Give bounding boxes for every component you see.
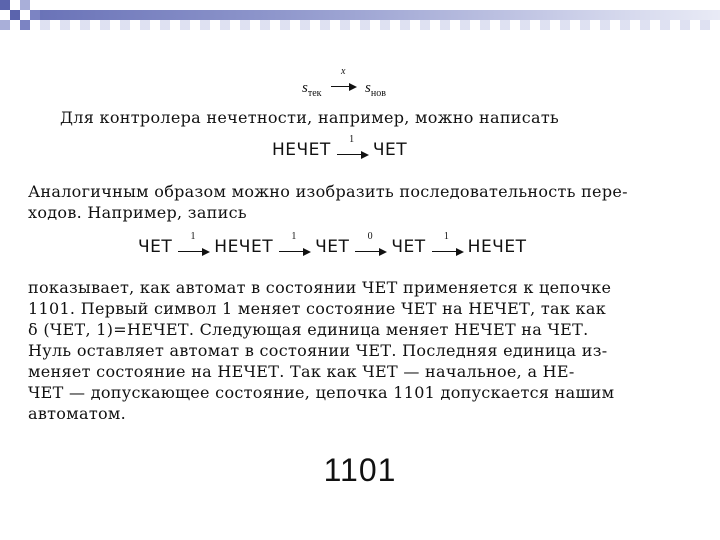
formula-from-sub: тек xyxy=(307,88,322,99)
deco-square xyxy=(0,0,10,10)
deco-square xyxy=(10,10,20,20)
state: ЧЕТ xyxy=(372,140,408,160)
arrow-label: 1 xyxy=(190,231,197,242)
arrow-label: 0 xyxy=(367,231,374,242)
arrow-label: 1 xyxy=(291,231,297,242)
arrow-label: x xyxy=(341,66,346,77)
arrow xyxy=(329,66,357,92)
header-decoration xyxy=(0,0,720,40)
formula-from: s xyxy=(302,80,308,96)
state: ЧЕТ xyxy=(138,237,173,257)
state: ЧЕТ xyxy=(315,237,350,257)
formula-to: s xyxy=(365,80,371,96)
paragraph-line: Нуль оставляет автомат в состоянии ЧЕТ. Последняя единица из- xyxy=(28,341,608,360)
paragraph-line: меняет состояние на НЕЧЕТ. Так как ЧЕТ — начальное, а НЕ- xyxy=(28,362,575,381)
paragraph-line: ходов. Например, запись xyxy=(28,203,247,222)
transition-formula xyxy=(302,66,386,99)
deco-band xyxy=(40,20,720,30)
example-transition xyxy=(272,134,408,160)
deco-square xyxy=(0,20,10,30)
state: НЕЧЕТ xyxy=(214,237,274,257)
arrow-label: 1 xyxy=(349,134,355,145)
paragraph-line: 1101. Первый символ 1 меняет состояние ЧЕТ на НЕЧЕТ, так как xyxy=(28,299,606,318)
state: НЕЧЕТ xyxy=(272,140,331,160)
paragraph-line: показывает, как автомат в состоянии ЧЕТ применяется к цепочке xyxy=(28,278,612,297)
state: ЧЕТ xyxy=(391,237,426,257)
intro-text: Для контролера нечетности, например, можно написать xyxy=(60,108,560,127)
slide-caption: 1101 xyxy=(323,452,397,488)
paragraph-line: Аналогичным образом можно изобразить последовательность пере- xyxy=(28,182,628,201)
state: НЕЧЕТ xyxy=(467,237,527,257)
paragraph-line: ЧЕТ — допускающее состояние, цепочка 1101 допускается нашим xyxy=(28,383,615,402)
arrow xyxy=(353,231,387,257)
deco-square xyxy=(20,0,30,10)
paragraph-line: δ (ЧЕТ, 1)=НЕЧЕТ. Следующая единица меняет НЕЧЕТ на ЧЕТ. xyxy=(28,320,589,339)
arrow xyxy=(176,231,210,257)
arrow xyxy=(277,231,311,257)
arrow xyxy=(430,231,464,257)
formula-to-sub: нов xyxy=(370,88,386,99)
arrow-label: 1 xyxy=(443,231,450,242)
deco-square xyxy=(20,20,30,30)
paragraph-line: автоматом. xyxy=(28,404,127,423)
arrow xyxy=(335,134,369,160)
deco-square xyxy=(30,10,40,20)
deco-band xyxy=(40,10,720,20)
transition-chain xyxy=(138,231,527,257)
